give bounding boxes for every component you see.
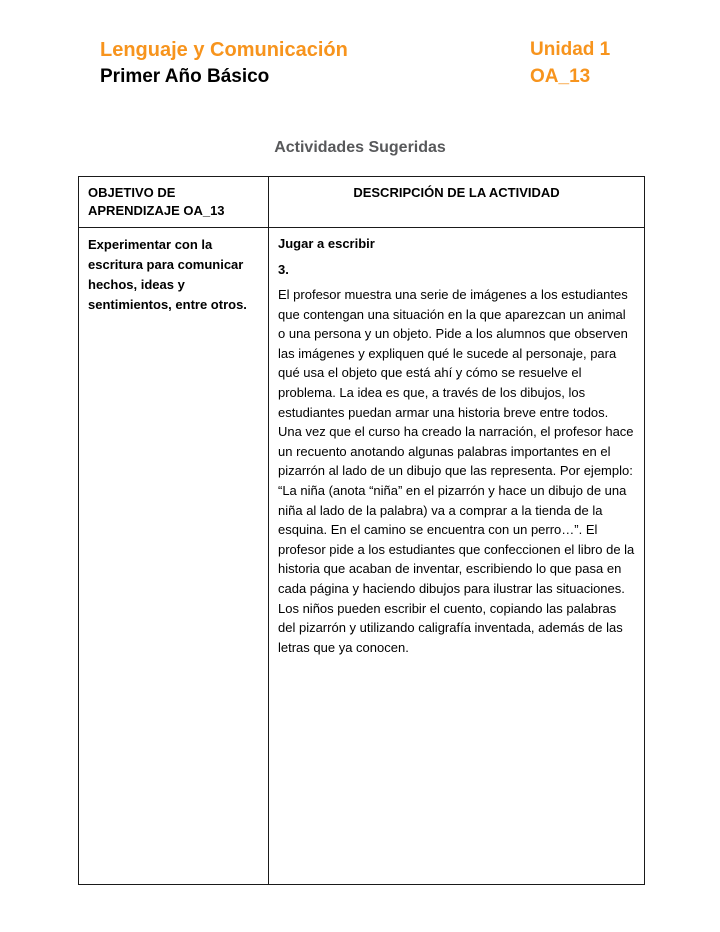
activity-title: Jugar a escribir [278,236,375,251]
header-left-block [100,38,348,89]
unit-label: Unidad 1 [530,39,611,60]
table-header-row [79,177,644,228]
grade-level: Primer Año Básico [100,66,270,87]
description-header-cell [269,177,644,227]
oa-code-label: OA_13 [530,66,591,87]
activity-description: El profesor muestra una serie de imágenes a los estudiantes que contengan una situación en la que aparezcan un animal o una persona y un objeto. Pide a los alumnos que observen las imágenes y expliquen qué le sucede al personaje, para qué usa el objeto que está ahí y cómo se resuelve el problema. La idea es que, a través de los dibujos, los estudiantes puedan armar una historia breve entre todos. Una vez que el curso ha creado la narración, el profesor hace un recuento anotando algunas palabras importantes en el pizarrón al lado de un dibujo que las representa. Por ejemplo: “La niña (anota “niña” en el pizarrón y hace un dibujo de una niña al lado de la palabra) va a comprar a la tienda de la esquina. En el camino se encuentra con un perro…”. El profesor pide a los estudiantes que confeccionen el libro de la historia que acaban de inventar, escribiendo lo que pasa en cada página y haciendo dibujos para ilustrar las situaciones. Los niños pueden escribir el cuento, copiando las palabras del pizarrón y utilizando caligrafía inventada, además de las letras que ya conocen. [278,287,635,655]
subject-title: Lenguaje y Comunicación [100,39,348,61]
page-title: Actividades Sugeridas [274,139,446,156]
learning-objective-text: Experimentar con la escritura para comunicar hechos, ideas y sentimientos, entre otros. [88,237,247,312]
activity-number: 3. [278,262,289,277]
table-body-row [79,228,644,884]
document-header [0,38,720,89]
objective-cell [79,228,269,884]
header-right-block [530,38,622,89]
objective-header-cell [79,177,269,227]
activities-table [78,176,645,885]
description-header-label: DESCRIPCIÓN DE LA ACTIVIDAD [353,185,560,200]
activity-cell [269,228,644,884]
objective-header-label: OBJETIVO DE APRENDIZAJE OA_13 [88,185,225,218]
